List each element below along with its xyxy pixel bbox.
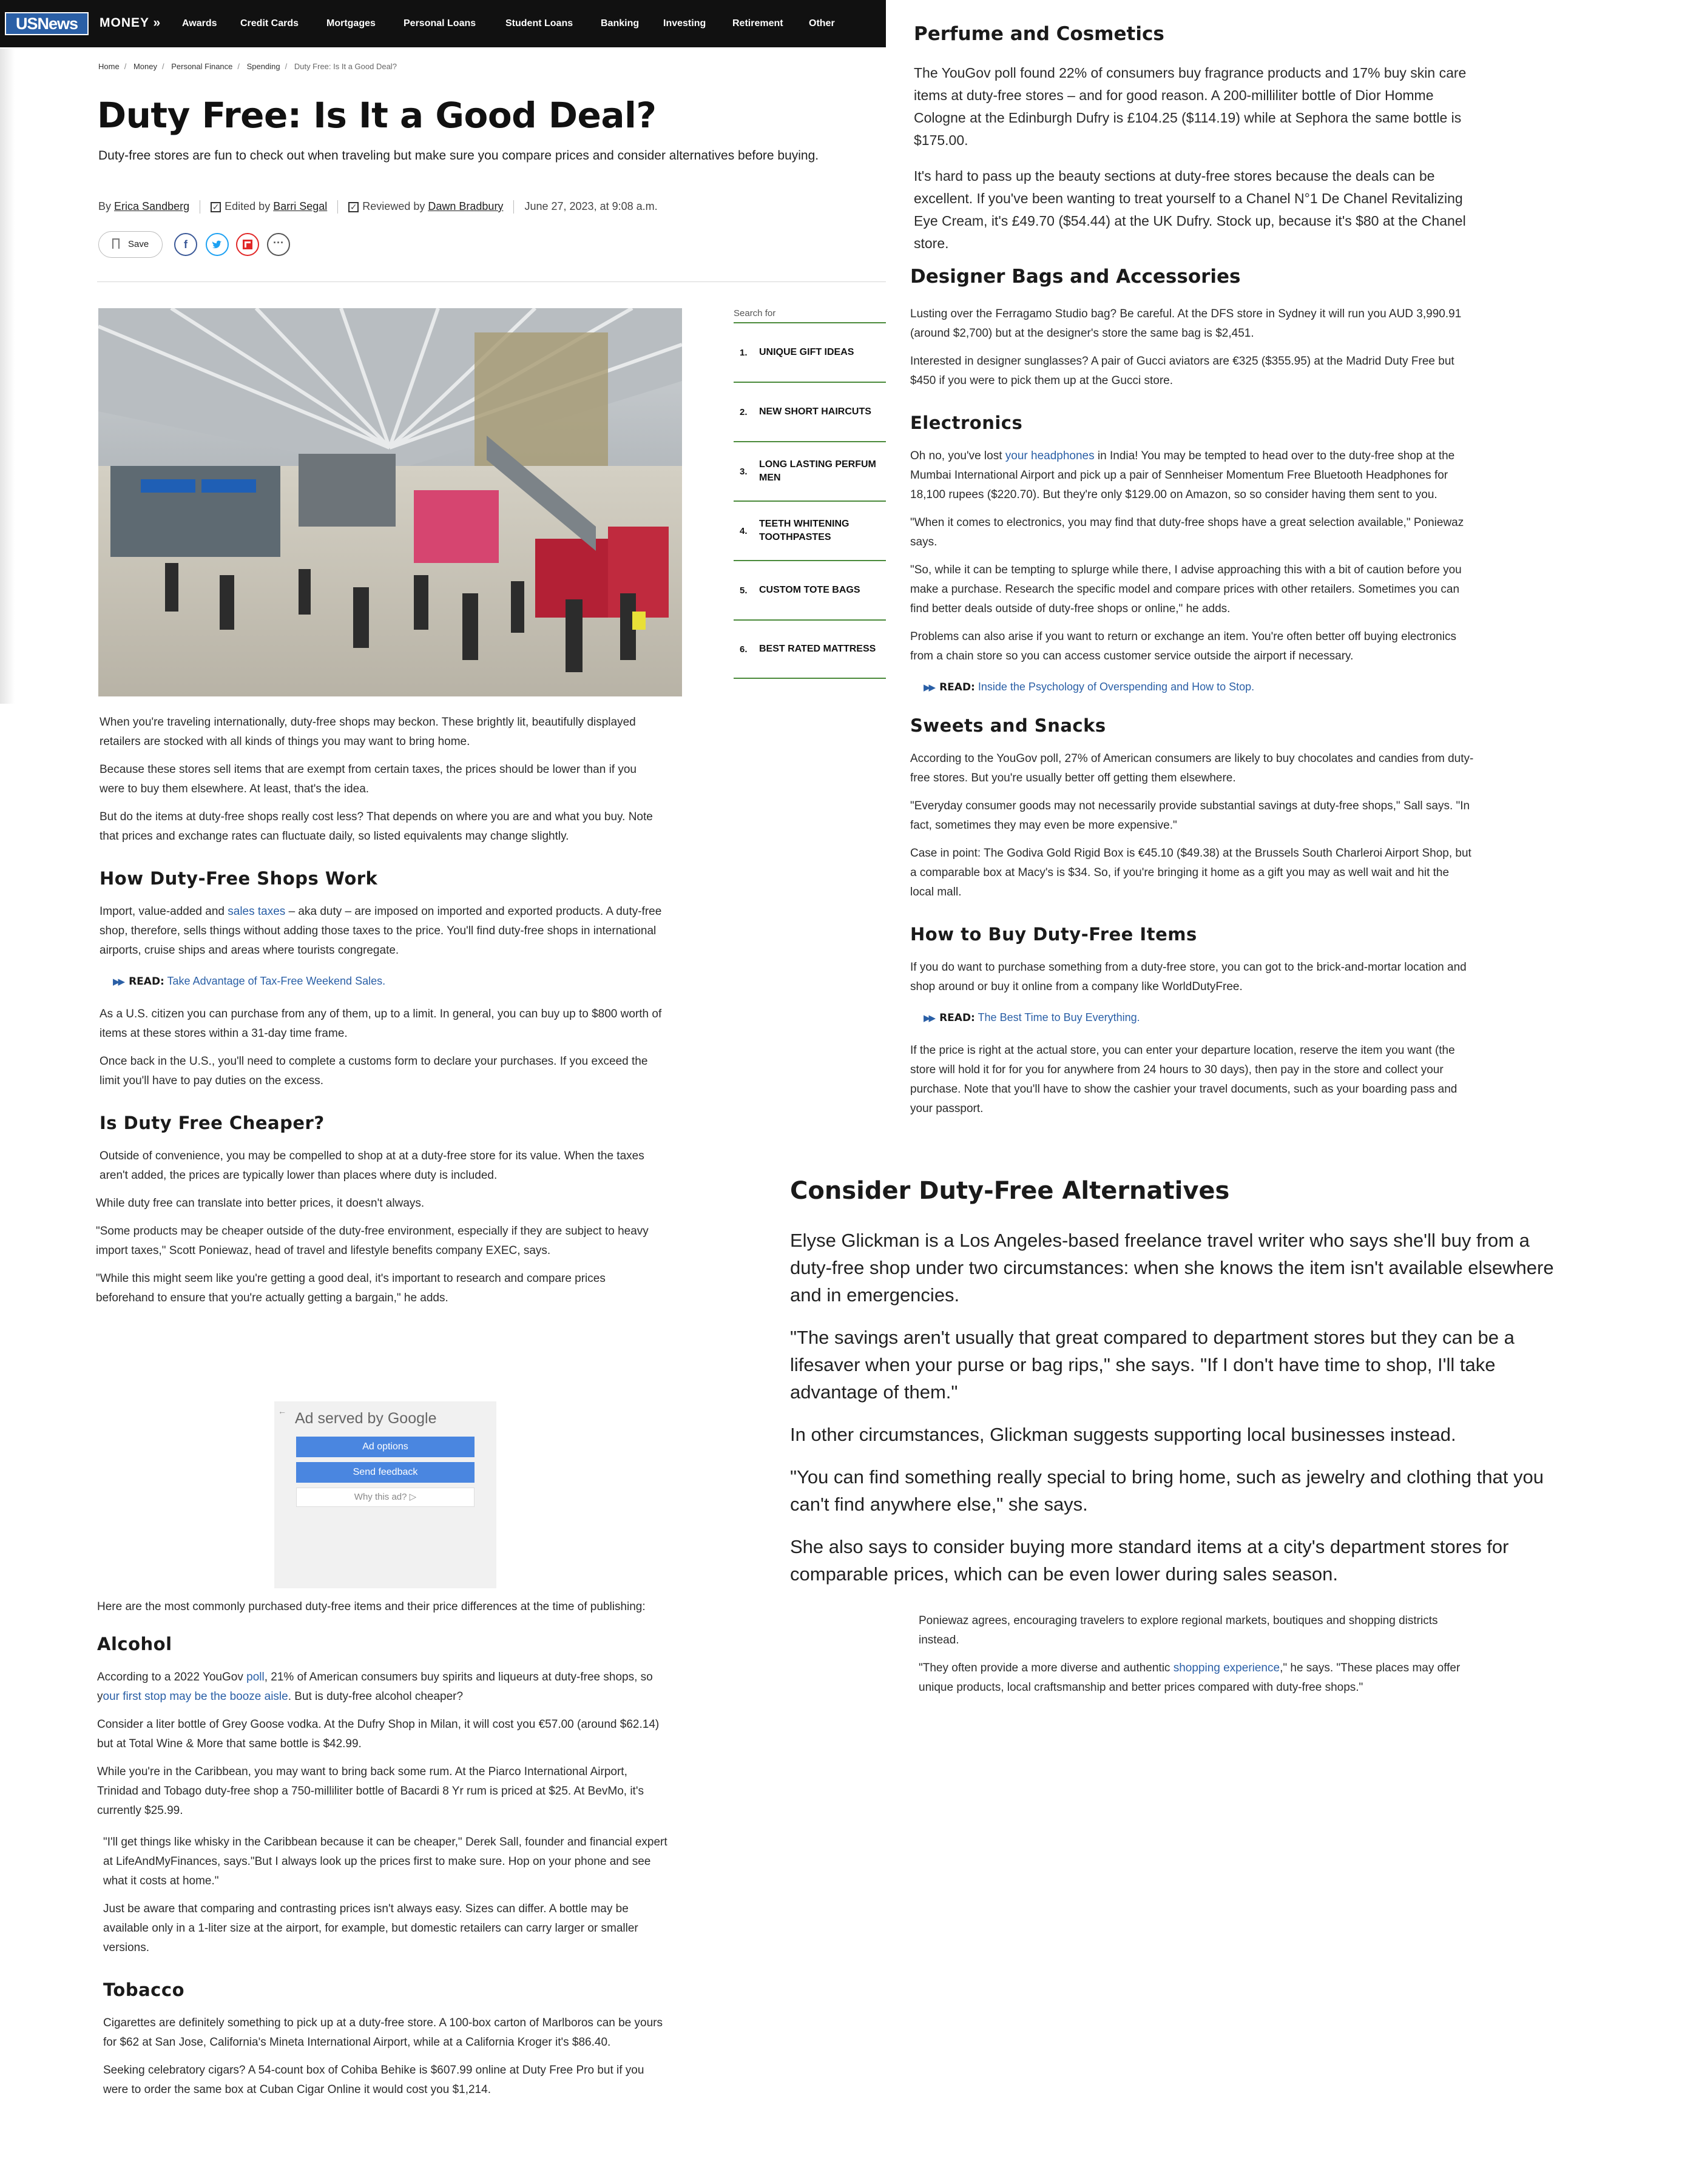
nav-item-retirement[interactable]: Retirement — [732, 18, 783, 29]
twitter-icon[interactable] — [206, 233, 229, 256]
section-heading: Tobacco — [103, 1980, 184, 2000]
paragraph: Just be aware that comparing and contrasting prices isn't always easy. Sizes can differ. A bottle may be available only in a 1-liter size at the airport, for example, but domestic retailers can carry larger or smaller versions. — [103, 1903, 638, 1954]
sales-taxes-link[interactable]: sales taxes — [228, 905, 286, 918]
hero-image — [98, 308, 682, 696]
breadcrumb-spending[interactable]: Spending — [246, 62, 280, 71]
nav-item-mortgages[interactable]: Mortgages — [326, 18, 376, 29]
paragraph: "The savings aren't usually that great compared to department stores but they can be a lifesaver when your purse or bag rips," she says. "If I don't have time to shop, I'll take advantage of them." — [790, 1327, 1515, 1403]
check-icon: ✓ — [211, 202, 221, 212]
paragraph: Seeking celebratory cigars? A 54-count box of Cohiba Behike is $607.99 online at Duty Free Pro but if you were to order the same box at Cuban Cigar Online it would cost you $1,214. — [103, 2064, 644, 2096]
sidebar-item-number: 1. — [740, 347, 748, 358]
sidebar-item-label: TEETH WHITENING TOOTHPASTES — [759, 519, 850, 542]
sidebar-item-label: NEW SHORT HAIRCUTS — [759, 406, 871, 417]
paragraph: Case in point: The Godiva Gold Rigid Box is €45.10 ($49.38) at the Brussels South Charleroi Airport Shop, but a comparable box at Macy's is $34. So, if you're bringing it home as a gift you may as well wait and hit the local mall. — [910, 847, 1471, 898]
paragraph: As a U.S. citizen you can purchase from any of them, up to a limit. In general, you can buy up to $800 worth of items at these stores within a 31-day time frame. — [100, 1008, 662, 1040]
section-heading: Consider Duty-Free Alternatives — [790, 1177, 1230, 1205]
section-heading: Electronics — [910, 413, 1023, 433]
paragraph: Lusting over the Ferragamo Studio bag? Be careful. At the DFS store in Sydney it will run you AUD 3,990.91 (around $2,700) but at the designer's store the same bag is $2,451. — [910, 308, 1462, 340]
double-arrow-icon: ▶▶ — [113, 977, 124, 987]
reviewed-prefix: Reviewed by — [362, 200, 425, 212]
paragraph: "When it comes to electronics, you may find that duty-free shops have a great selection available," Poniewaz says. — [910, 516, 1464, 548]
sidebar-item[interactable] — [734, 441, 886, 500]
sidebar-item-number: 4. — [740, 525, 748, 536]
editor-link[interactable]: Barri Segal — [273, 200, 328, 212]
bookmark-icon — [112, 238, 120, 249]
paragraph: "Everyday consumer goods may not necessarily provide substantial savings at duty-free shops," Sall says. "In fact, sometimes they may even be more expensive." — [910, 800, 1470, 832]
paragraph: Consider a liter bottle of Grey Goose vodka. At the Dufry Shop in Milan, it will cost you €57.00 (around $62.14) but at Total Wine & More that same bottle is $42.99. — [97, 1718, 660, 1750]
paragraph: She also says to consider buying more standard items at a city's department stores for comparable prices, which can be even lower during sales season. — [790, 1536, 1509, 1585]
paragraph: But do the items at duty-free shops really cost less? That depends on where you are and what you buy. Note that prices and exchange rates can fluctuate daily, so listed equivalents may change slightly. — [100, 811, 653, 843]
sidebar-item[interactable] — [734, 500, 886, 560]
section-heading: Designer Bags and Accessories — [910, 266, 1241, 288]
sidebar-item-label: UNIQUE GIFT IDEAS — [759, 347, 854, 357]
back-arrow-icon[interactable]: ← — [278, 1406, 286, 1416]
sidebar-item-number: 5. — [740, 585, 748, 596]
sidebar-item[interactable] — [734, 619, 886, 679]
save-button[interactable] — [98, 231, 163, 258]
section-heading: Perfume and Cosmetics — [914, 23, 1164, 45]
usnews-logo[interactable]: USNews — [5, 12, 89, 35]
read-callout: ▶▶ READ: The Best Time to Buy Everything. — [924, 1011, 1140, 1024]
sidebar-item-number: 2. — [740, 406, 748, 417]
paragraph: Interested in designer sunglasses? A pair of Gucci aviators are €325 ($355.95) at the Madrid Duty Free but $450 if you were to pick them up at the Gucci store. — [910, 355, 1454, 387]
paragraph: It's hard to pass up the beauty sections at duty-free stores because the deals can be excellent. If you've been wanting to treat yourself to a Chanel N°1 De Chanel Revitalizing Eye Cream, it's £49.70 ($54.44) at the UK Dufry. Stock up, because it's $80 at the Chanel store. — [914, 168, 1466, 251]
why-this-ad-button[interactable]: Why this ad? ▷ — [296, 1488, 475, 1507]
breadcrumb-home[interactable]: Home — [98, 62, 120, 71]
read-link[interactable]: Inside the Psychology of Overspending and How to Stop. — [978, 681, 1255, 693]
facebook-icon[interactable]: f — [174, 233, 197, 256]
search-for-sidebar — [734, 308, 886, 679]
edited-prefix: Edited by — [225, 200, 271, 212]
headphones-link[interactable]: your headphones — [1005, 450, 1095, 462]
ad-options-button[interactable]: Ad options — [296, 1437, 475, 1457]
paragraph: According to a 2022 YouGov poll, 21% of American consumers buy spirits and liqueurs at duty-free shops, so your first stop may be the booze aisle. But is duty-free alcohol cheaper? — [97, 1671, 653, 1703]
nav-item-awards[interactable]: Awards — [182, 18, 217, 29]
paragraph: "While this might seem like you're getting a good deal, it's important to research and compare prices beforehand to ensure that you're actually getting a bargain," he adds. — [96, 1272, 606, 1304]
article-body-left-lower — [97, 1597, 667, 2108]
sidebar-item-number: 3. — [740, 466, 748, 477]
byline — [98, 200, 658, 214]
paragraph: Once back in the U.S., you'll need to complete a customs form to declare your purchases. If you exceed the limit you'll have to pay duties on the excess. — [100, 1055, 648, 1087]
article-body-right — [910, 23, 1474, 1127]
article-body-end — [919, 1611, 1477, 1706]
paragraph: Cigarettes are definitely something to pick up at a duty-free store. A 100-box carton of Marlboros can be yours for $62 at San Jose, California's Mineta International Airport, while at a California Kroger it's $86.40. — [103, 2017, 663, 2049]
nav-item-banking[interactable]: Banking — [601, 18, 640, 29]
section-heading: How to Buy Duty-Free Items — [910, 924, 1197, 945]
read-callout: ▶▶ READ: Take Advantage of Tax-Free Weekend Sales. — [113, 975, 386, 988]
paragraph: Outside of convenience, you may be compelled to shop at at a duty-free store for its value. When the taxes aren't added, the prices are typically lower than places where duty is included. — [100, 1150, 644, 1182]
paragraph: Oh no, you've lost your headphones in India! You may be tempted to head over to the duty-free shop at the Mumbai International Airport and pick up a pair of Sennheiser Momentum Free Bluetooth Headphones for 18,100 rupees ($220.70). But they're only $129.00 on Amazon, so so consider having them sent to you. — [910, 450, 1455, 501]
sidebar-item-label: CUSTOM TOTE BAGS — [759, 585, 860, 595]
paragraph: When you're traveling internationally, duty-free shops may beckon. These brightly lit, beautifully displayed retailers are stocked with all kinds of things you may want to bring home. — [100, 716, 636, 748]
article-dek: Duty-free stores are fun to check out when traveling but make sure you compare prices and consider alternatives before buying. — [98, 149, 819, 163]
paragraph: The YouGov poll found 22% of consumers buy fragrance products and 17% buy skin care items at duty-free stores – and for good reason. A 200-milliliter bottle of Dior Homme Cologne at the Edinburgh Dufry is £104.25 ($114.19) while at Sephora the same bottle is $175.00. — [914, 65, 1467, 148]
sidebar-item[interactable] — [734, 382, 886, 441]
nav-item-other[interactable]: Other — [809, 18, 835, 29]
sidebar-item-label: BEST RATED MATTRESS — [759, 644, 876, 654]
paragraph: Problems can also arise if you want to return or exchange an item. You're often better off buying electronics from a chain store so you can access customer service outside the airport if necessary. — [910, 630, 1456, 662]
publish-date: June 27, 2023, at 9:08 a.m. — [524, 200, 658, 212]
nav-item-personal-loans[interactable]: Personal Loans — [404, 18, 476, 29]
nav-item-student-loans[interactable]: Student Loans — [505, 18, 573, 29]
double-arrow-icon: ▶▶ — [924, 682, 934, 693]
breadcrumb: Home / Money / Personal Finance / Spending / Duty Free: Is It a Good Deal? — [98, 62, 397, 71]
paragraph: In other circumstances, Glickman suggests supporting local businesses instead. — [790, 1424, 1456, 1445]
section-heading: How Duty-Free Shops Work — [100, 868, 378, 889]
sidebar-label: Search for — [734, 308, 776, 318]
breadcrumb-money[interactable]: Money — [133, 62, 157, 71]
paragraph: "I'll get things like whisky in the Caribbean because it can be cheaper," Derek Sall, founder and financial expert at LifeAndMyFinances, says."But I always look up the prices first to make sure. Hop on your phone and see what it costs at home." — [103, 1836, 667, 1887]
ad-box — [274, 1401, 496, 1588]
send-feedback-button[interactable]: Send feedback — [296, 1462, 475, 1483]
paragraph: While duty free can translate into better prices, it doesn't always. — [96, 1197, 425, 1210]
divider — [97, 281, 886, 282]
byline-prefix: By — [98, 200, 112, 212]
article-body-left — [96, 713, 664, 1316]
save-label: Save — [128, 239, 149, 249]
paragraph: Poniewaz agrees, encouraging travelers to explore regional markets, boutiques and shopping districts instead. — [919, 1614, 1438, 1646]
paragraph: Because these stores sell items that are exempt from certain taxes, the prices should be lower than if you were to buy them elsewhere. At least, that's the idea. — [100, 763, 637, 795]
sidebar-item[interactable] — [734, 322, 886, 382]
page-edge-shadow — [0, 49, 15, 704]
check-icon: ✓ — [348, 202, 359, 212]
paragraph: Here are the most commonly purchased duty-free items and their price differences at the time of publishing: — [97, 1600, 646, 1613]
paragraph: While you're in the Caribbean, you may want to bring back some rum. At the Piarco International Airport, Trinidad and Tobago duty-free shop a 750-milliliter bottle of Bacardi 8 Yr rum is priced at $25. At BevMo, it's currently $25.99. — [97, 1765, 644, 1817]
flipboard-icon[interactable] — [236, 233, 259, 256]
paragraph: "You can find something really special to bring home, such as jewelry and clothing that you can't find anywhere else," she says. — [790, 1466, 1544, 1515]
author-link[interactable]: Erica Sandberg — [114, 200, 190, 212]
reviewer-link[interactable]: Dawn Bradbury — [428, 200, 504, 212]
read-link[interactable]: Take Advantage of Tax-Free Weekend Sales. — [167, 975, 386, 987]
nav-item-investing[interactable]: Investing — [663, 18, 706, 29]
poll-link[interactable]: poll — [246, 1671, 265, 1684]
read-link[interactable]: The Best Time to Buy Everything. — [978, 1011, 1140, 1023]
read-callout: ▶▶ READ: Inside the Psychology of Overspending and How to Stop. — [924, 681, 1255, 693]
breadcrumb-personal-finance[interactable]: Personal Finance — [171, 62, 233, 71]
page-title: Duty Free: Is It a Good Deal? — [97, 95, 657, 136]
booze-aisle-link[interactable]: our first stop may be the booze aisle — [103, 1690, 288, 1703]
paragraph: Import, value-added and sales taxes – aka duty – are imposed on imported and exported products. A duty-free shop, therefore, sells things without adding those taxes to the price. You'll find duty-free shops in international airports, cruise ships and areas where tourists congregate. — [100, 905, 662, 957]
ad-header: Ad served by Google — [295, 1410, 437, 1427]
nav-item-credit-cards[interactable]: Credit Cards — [240, 18, 299, 29]
sidebar-item-label: LONG LASTING PERFUM MEN — [759, 459, 876, 483]
paragraph: If you do want to purchase something from a duty-free store, you can got to the brick-and-mortar location and shop around or buy it online from a company like WorldDutyFree. — [910, 961, 1467, 993]
paragraph: "So, while it can be tempting to splurge while there, I advise approaching this with a bit of caution before you make a purchase. Research the specific model and compare prices with other retailers. Sometimes you can find better deals outside of duty-free shops or online," he adds. — [910, 564, 1462, 615]
paragraph: If the price is right at the actual store, you can enter your departure location, reserve the item you want (the store will hold it for for you for anywhere from 24 hours to 30 days), then pay in the store and collect your purchase. Note that you'll have to show the cashier your travel documents, such as your boarding pass and your passport. — [910, 1044, 1457, 1115]
nav-section-money[interactable]: MONEY » — [100, 16, 161, 30]
paragraph: Elyse Glickman is a Los Angeles-based freelance travel writer who says she'll buy from a duty-free shop under two circumstances: when she knows the item isn't available elsewhere and in emergencies. — [790, 1230, 1554, 1306]
more-icon[interactable]: ··· — [267, 233, 290, 256]
section-heading: Is Duty Free Cheaper? — [100, 1113, 325, 1133]
double-arrow-icon: ▶▶ — [924, 1013, 934, 1023]
section-heading: Sweets and Snacks — [910, 715, 1106, 736]
paragraph: According to the YouGov poll, 27% of American consumers are likely to buy chocolates and candies from duty-free stores. But you're usually better off getting them elsewhere. — [910, 752, 1474, 784]
breadcrumb-current: Duty Free: Is It a Good Deal? — [294, 62, 397, 71]
section-heading: Alcohol — [97, 1634, 172, 1654]
paragraph: "They often provide a more diverse and authentic shopping experience," he says. "These places may offer unique products, local craftsmanship and better prices compared with duty-free shops." — [919, 1662, 1461, 1694]
paragraph: "Some products may be cheaper outside of the duty-free environment, especially if they are subject to heavy import taxes," Scott Poniewaz, head of travel and lifestyle benefits company EXEC, says. — [96, 1225, 649, 1257]
alternatives-section — [790, 1177, 1555, 1603]
sidebar-item[interactable] — [734, 560, 886, 619]
shopping-experience-link[interactable]: shopping experience — [1173, 1662, 1280, 1674]
sidebar-item-number: 6. — [740, 644, 748, 655]
